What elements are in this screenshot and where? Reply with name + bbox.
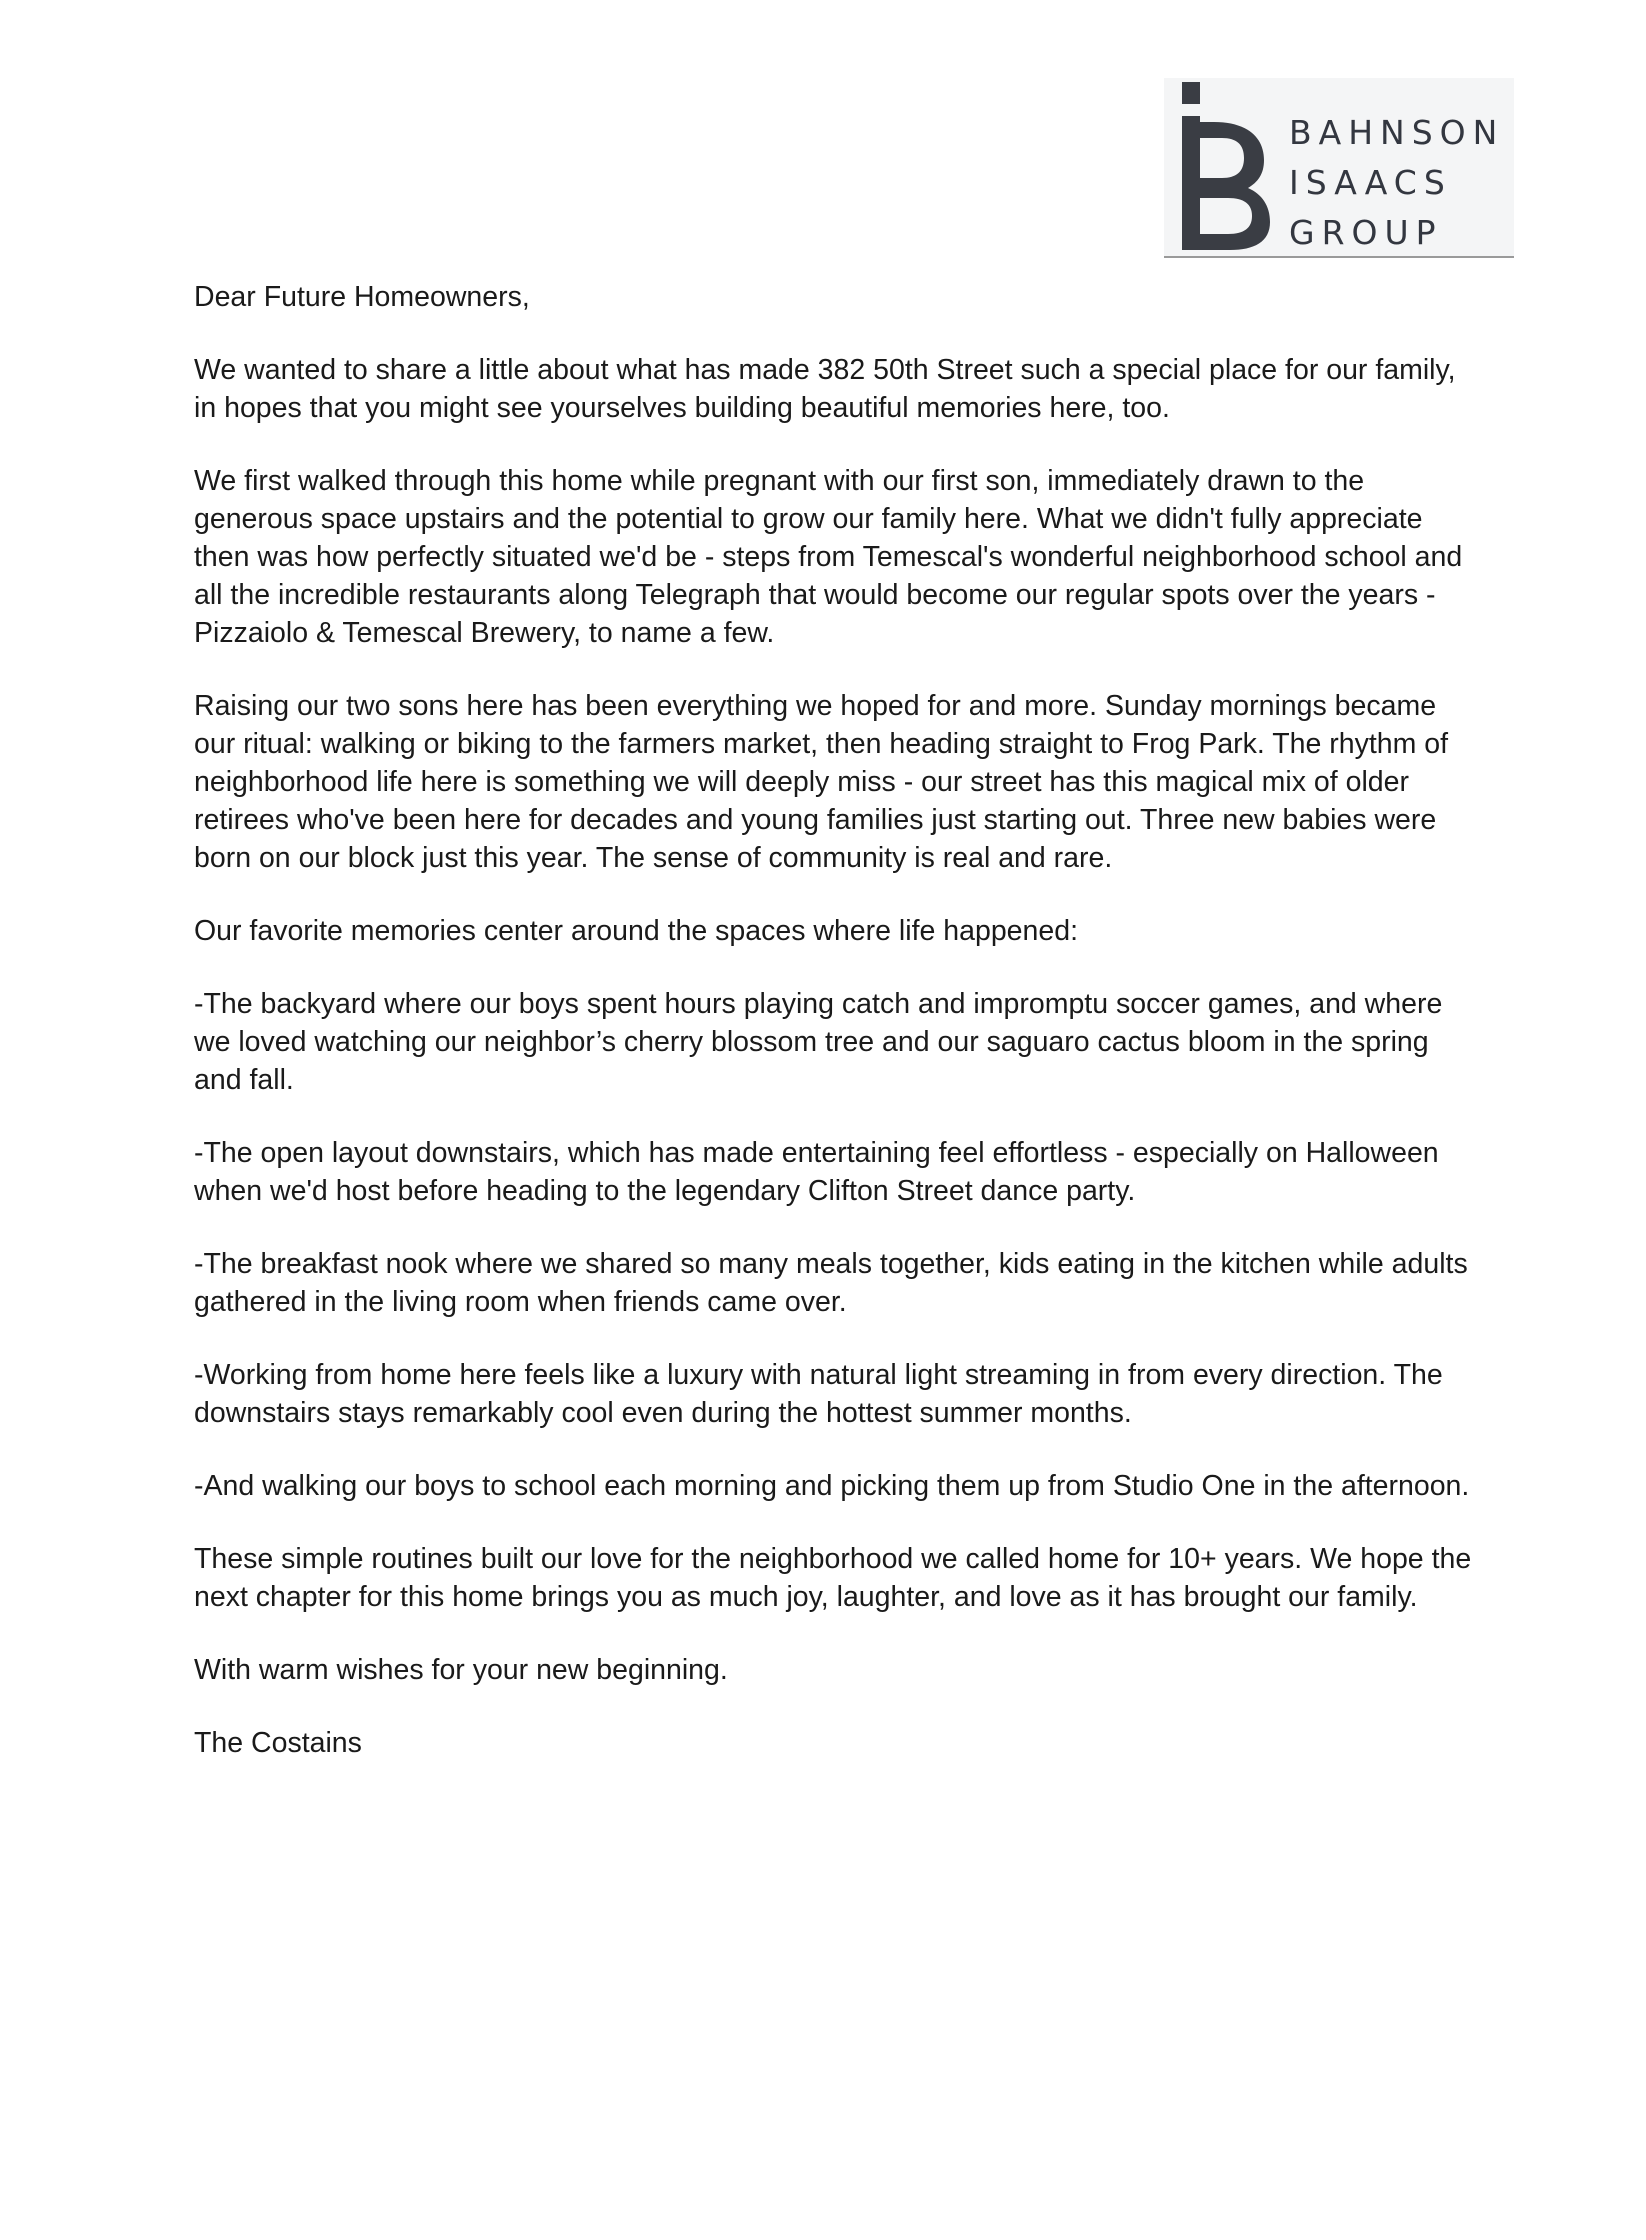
- salutation: Dear Future Homeowners,: [194, 281, 530, 313]
- paragraph-simple-routines: These simple routines built our love for the neighborhood we called home for 10+ years. We hope the next chapter for this home brings you as much joy, laughter, and love as it has brought our family.: [194, 1543, 1472, 1613]
- paragraph-intro: We wanted to share a little about what has made 382 50th Street such a special place for our family, in hopes that you might see yourselves building beautiful memories here, too.: [194, 354, 1456, 424]
- memory-item-working-from-home: -Working from home here feels like a luxury with natural light streaming in from every direction. The downstairs stays remarkably cool even during the hottest summer months.: [194, 1359, 1443, 1429]
- logo-line-group: GROUP: [1289, 213, 1443, 252]
- letter-body: [194, 278, 1484, 1797]
- paragraph-closing-wishes: With warm wishes for your new beginning.: [194, 1654, 728, 1686]
- company-logo: [1164, 78, 1514, 258]
- signature: The Costains: [194, 1727, 362, 1759]
- paragraph-favorite-memories: Our favorite memories center around the spaces where life happened:: [194, 915, 1078, 947]
- memory-item-breakfast-nook: -The breakfast nook where we shared so many meals together, kids eating in the kitchen while adults gathered in the living room when friends came over.: [194, 1248, 1468, 1318]
- memory-item-backyard: -The backyard where our boys spent hours playing catch and impromptu soccer games, and where we loved watching our neighbor’s cherry blossom tree and our saguaro cactus bloom in the spring and fall.: [194, 988, 1443, 1096]
- memory-item-school-walks: -And walking our boys to school each morning and picking them up from Studio One in the afternoon.: [194, 1470, 1470, 1502]
- logo-wordmark: [1289, 108, 1504, 258]
- logo-line-isaacs: ISAACS: [1289, 163, 1452, 202]
- memory-item-open-layout: -The open layout downstairs, which has made entertaining feel effortless - especially on Halloween when we'd host before heading to the legendary Clifton Street dance party.: [194, 1137, 1439, 1207]
- paragraph-first-walkthrough: We first walked through this home while pregnant with our first son, immediately drawn to the generous space upstairs and the potential to grow our family here. What we didn't fully appreciate then was how perfectly situated we'd be - steps from Temescal's wonderful neighborhood school and all the incredible restaurants along Telegraph that would become our regular spots over the years - Pizzaiolo & Temescal Brewery, to name a few.: [194, 465, 1463, 649]
- paragraph-raising-sons: Raising our two sons here has been everything we hoped for and more. Sunday mornings became our ritual: walking or biking to the farmers market, then heading straight to Frog Park. The rhythm of neighborhood life here is something we will deeply miss - our street has this magical mix of older retirees who've been here for decades and young families just starting out. Three new babies were born on our block just this year. The sense of community is real and rare.: [194, 690, 1449, 874]
- logo-line-bahnson: BAHNSON: [1289, 113, 1505, 152]
- logo-b-mark-icon: [1172, 82, 1272, 250]
